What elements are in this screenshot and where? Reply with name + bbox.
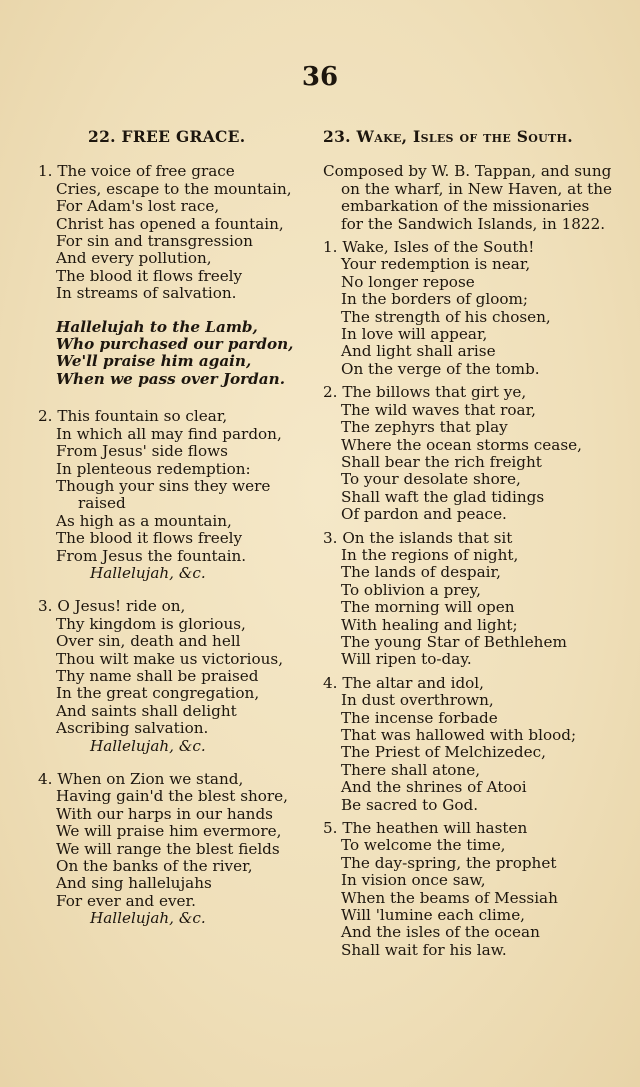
verse-line: 1. The voice of free grace [38,162,235,181]
verse-line: Having gain'd the blest shore, [56,787,288,806]
verse-line: Of pardon and peace. [341,505,507,524]
verse-line: That was hallowed with blood; [341,726,577,744]
page-number: 36 [301,62,339,92]
verse-line: In the great congregation, [56,684,260,703]
stanza-2 [38,408,310,582]
verse-line: 4. When on Zion we stand, [38,770,244,788]
verse-line: In vision once saw, [341,871,486,890]
verse-line: Shall bear the rich freight [341,452,542,471]
refrain-line: We'll praise him again, [56,352,252,371]
verse-line: In the borders of gloom; [341,290,529,309]
verse-line: In which all may find pardon, [56,424,282,443]
refrain-line: Hallelujah to the Lamb, [56,317,258,336]
verse-line: And sing hallelujahs [56,874,212,893]
verse-line: In the regions of night, [341,545,519,564]
verse-line: The day-spring, the prophet [341,853,557,872]
stanza-2 [323,384,613,523]
verse-line: 5. The heathen will hasten [323,819,528,838]
verse-line: The wild waves that roar, [341,400,536,419]
verse-line: The blood it flows freely [56,529,243,548]
verse-line: There shall atone, [341,760,481,779]
verse-line: 2. This fountain so clear, [38,407,228,426]
stanza-4 [38,771,310,928]
verse-line: Though your sins they were [56,476,271,495]
verse-line: And every pollution, [56,249,212,268]
verse-line: The zephyrs that play [341,418,508,437]
verse-line: 1. Wake, Isles of the South! [323,238,535,257]
verse-line: In dust overthrown, [341,691,494,710]
verse-line: In streams of salvation. [56,284,237,303]
verse-line: To your desolate shore, [341,470,521,489]
verse-line: Will ripen to-day. [341,650,472,669]
verse-line: Your redemption is near, [341,255,531,274]
verse-line: 2. The billows that girt ye, [323,383,527,402]
verse-line: As high as a mountain, [56,511,232,530]
stanza-3 [38,598,310,755]
verse-line: The incense forbade [341,708,498,727]
verse-line: 4. The altar and idol, [323,673,484,692]
verse-line: And the shrines of Atooi [341,778,527,797]
verse-line: The blood it flows freely [56,266,243,285]
chorus-reference: Hallelujah, &c. [90,563,206,582]
verse-line: raised [78,494,126,513]
stanza-1 [323,239,613,378]
verse-line: And the isles of the ocean [341,923,540,942]
verse-line: The lands of despair, [341,563,501,582]
verse-line: The young Star of Bethlehem [341,632,567,651]
verse-line: Ascribing salvation. [56,719,209,738]
verse-line: And light shall arise [341,342,496,361]
stanza-3 [323,530,613,669]
verse-line: Be sacred to God. [341,795,479,814]
verse-line: In plenteous redemption: [56,459,251,478]
stanza-1 [38,163,310,302]
verse-line: To oblivion a prey, [341,580,481,599]
verse-line: When the beams of Messiah [341,888,558,907]
verse-line: To welcome the time, [341,836,506,855]
verse-line: 3. O Jesus! ride on, [38,597,186,616]
verse-line: From Jesus the fountain. [56,546,247,565]
refrain [38,319,310,389]
verse-line: In love will appear, [341,325,488,344]
stanza-5 [323,820,613,959]
composition-note: Composed by W. B. Tappan, and sung on the wharf, in New Haven, at the embarkation of the missionaries for the Sandwich Islands, in 1822. [323,162,613,233]
verse-line: For Adam's lost race, [56,197,220,216]
verse-line: With our harps in our hands [56,804,273,823]
verse-line: Christ has opened a fountain, [56,214,284,233]
verse-line: The Priest of Melchizedec, [341,743,546,762]
verse-line: On the banks of the river, [56,857,253,876]
verse-line: Thy kingdom is glorious, [56,614,246,633]
verse-line: Thou wilt make us victorious, [56,649,284,668]
verse-line: With healing and light; [341,615,518,634]
verse-line: The strength of his chosen, [341,307,551,326]
hymn-title: 22. FREE GRACE. [88,127,246,146]
chorus-reference: Hallelujah, &c. [90,736,206,755]
hymn-title: 23. Wake, Isles of the South. [323,127,573,146]
verse-line: Shall wait for his law. [341,940,507,959]
hymn-23-column [323,128,613,965]
verse-line: And saints shall delight [56,701,237,720]
verse-line: No longer repose [341,272,475,291]
verse-line: For sin and transgression [56,232,253,251]
verse-line: Thy name shall be praised [56,666,259,685]
verse-line: Will 'lumine each clime, [341,906,526,925]
chorus-reference: Hallelujah, &c. [90,909,206,928]
verse-line: The morning will open [341,598,515,617]
verse-line: Over sin, death and hell [56,632,241,651]
refrain-line: When we pass over Jordan. [56,369,285,388]
hymn-22-column [38,128,310,944]
verse-line: Cries, escape to the mountain, [56,179,292,198]
verse-line: On the verge of the tomb. [341,359,540,378]
verse-line: 3. On the islands that sit [323,528,513,547]
verse-line: From Jesus' side flows [56,442,228,461]
verse-line: For ever and ever. [56,891,196,910]
verse-line: Where the ocean storms cease, [341,435,582,454]
refrain-line: Who purchased our pardon, [56,335,294,354]
verse-line: Shall waft the glad tidings [341,487,545,506]
stanza-4 [323,675,613,814]
verse-line: We will praise him evermore, [56,822,282,841]
verse-line: We will range the blest fields [56,839,280,858]
